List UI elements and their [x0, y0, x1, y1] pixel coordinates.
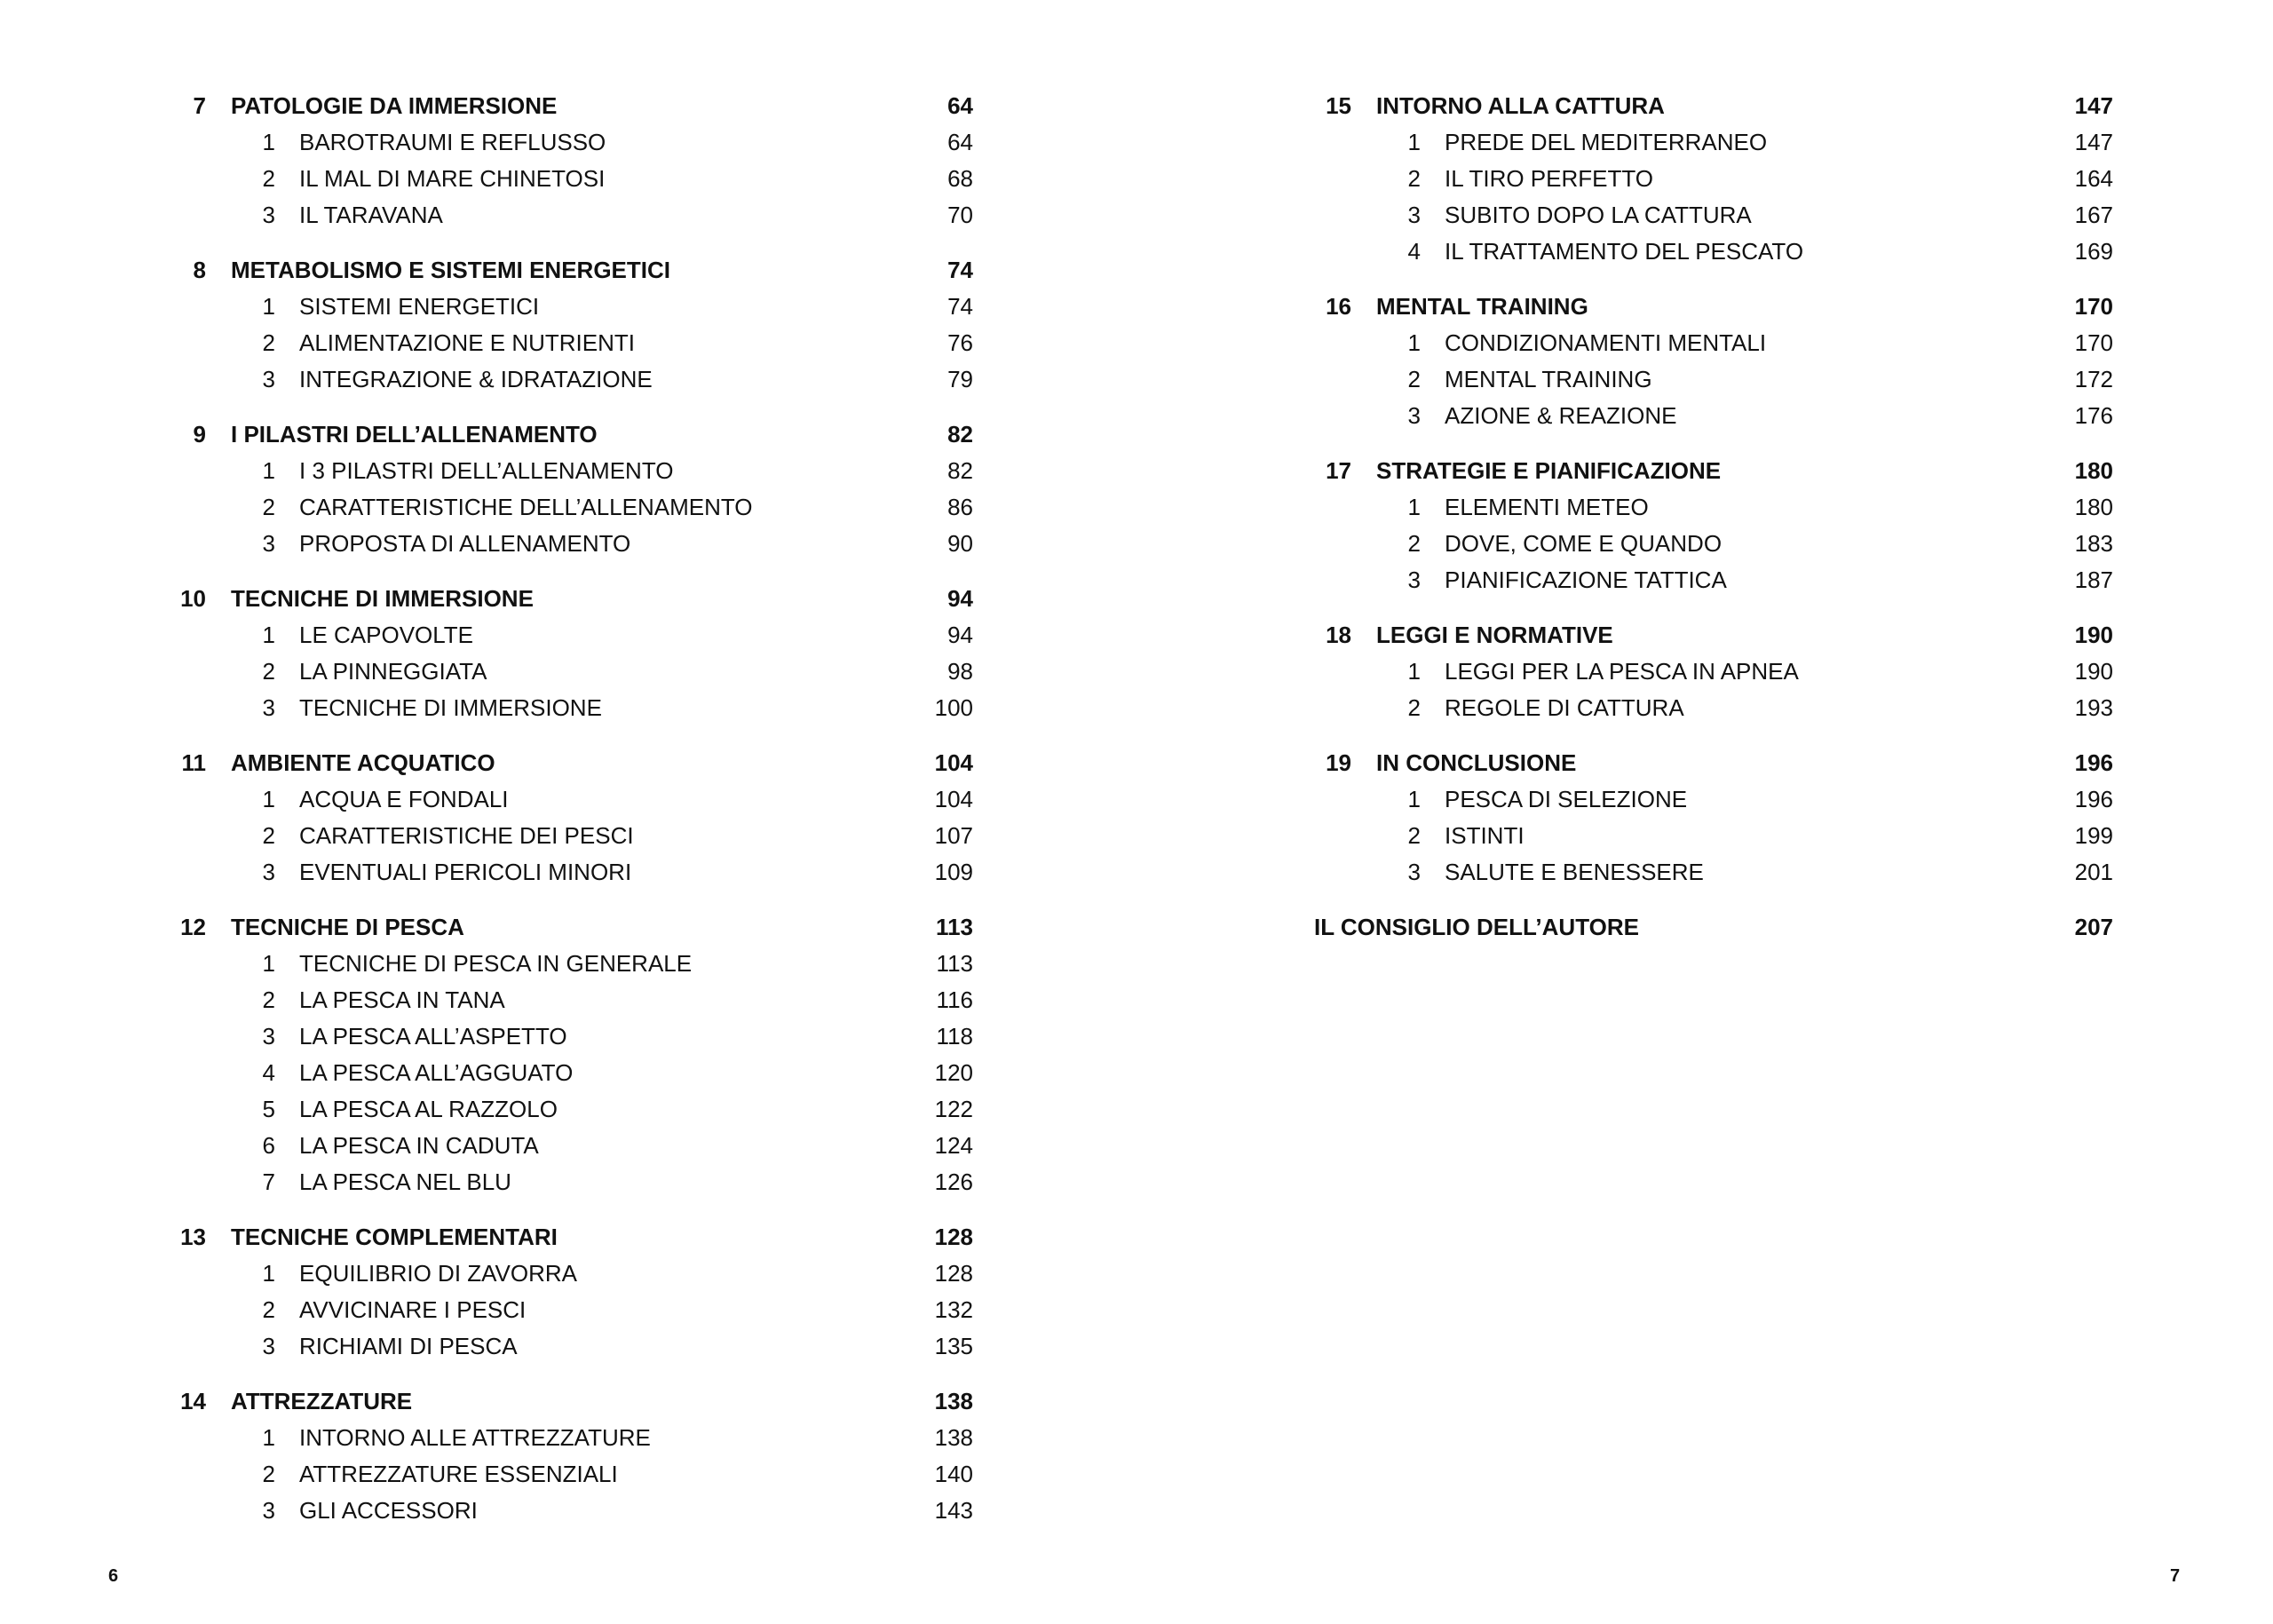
chapter-page-number: 104: [934, 749, 973, 776]
chapter-number: 18: [1326, 622, 1351, 648]
section-number: 2: [1407, 694, 1421, 721]
section-entry: [169, 1091, 973, 1128]
section-entry: [1314, 562, 2113, 598]
chapter-title: METABOLISMO E SISTEMI ENERGETICI: [231, 257, 670, 283]
section-title: IL MAL DI MARE CHINETOSI: [299, 165, 606, 192]
section-entry: [169, 946, 973, 982]
chapter-title: I PILASTRI DELL’ALLENAMENTO: [231, 421, 598, 448]
section-number: 2: [262, 822, 275, 849]
section-title: LA PESCA ALL’AGGUATO: [299, 1059, 574, 1086]
section-title: EQUILIBRIO DI ZAVORRA: [299, 1260, 578, 1287]
chapter-number: 14: [180, 1388, 206, 1414]
section-number: 1: [262, 950, 275, 977]
section-entry: [169, 654, 973, 690]
section-number: 1: [262, 293, 275, 320]
section-entry: [1314, 361, 2113, 398]
section-page-number: 122: [934, 1096, 973, 1122]
section-title: ACQUA E FONDALI: [299, 786, 509, 812]
section-number: 2: [1407, 822, 1421, 849]
section-entry: [169, 289, 973, 325]
section-page-number: 113: [936, 950, 973, 977]
section-number: 1: [262, 457, 275, 484]
section-entry: [169, 161, 973, 197]
section-page-number: 82: [947, 457, 973, 484]
chapter-number: 10: [180, 585, 206, 612]
section-page-number: 138: [934, 1424, 973, 1451]
toc-chapter: [1314, 909, 2113, 946]
section-number: 3: [262, 859, 275, 885]
toc-chapter: [1314, 745, 2113, 891]
section-title: CARATTERISTICHE DEI PESCI: [299, 822, 634, 849]
section-number: 3: [262, 530, 275, 557]
toc-chapter: [169, 252, 973, 398]
section-title: LA PINNEGGIATA: [299, 658, 487, 685]
section-page-number: 180: [2074, 494, 2113, 520]
chapter-page-number: 82: [947, 421, 973, 448]
section-number: 3: [1407, 859, 1421, 885]
section-number: 2: [262, 1461, 275, 1487]
section-number: 2: [262, 165, 275, 192]
section-page-number: 132: [934, 1296, 973, 1323]
section-number: 3: [262, 366, 275, 392]
section-page-number: 190: [2074, 658, 2113, 685]
section-entry: [169, 982, 973, 1018]
section-entry: [1314, 654, 2113, 690]
chapter-title: TECNICHE COMPLEMENTARI: [231, 1224, 558, 1250]
toc-left-column: [169, 88, 973, 1548]
section-entry: [1314, 526, 2113, 562]
chapter-number: 7: [193, 92, 206, 119]
chapter-heading: [169, 1219, 973, 1256]
section-title: INTEGRAZIONE & IDRATAZIONE: [299, 366, 653, 392]
chapter-title: IN CONCLUSIONE: [1376, 749, 1577, 776]
section-entry: [1314, 124, 2113, 161]
section-number: 1: [1407, 494, 1421, 520]
section-title: SUBITO DOPO LA CATTURA: [1445, 202, 1752, 228]
chapter-heading: [1314, 289, 2113, 325]
chapter-page-number: 170: [2074, 293, 2113, 320]
section-page-number: 135: [934, 1333, 973, 1359]
toc-chapter: [169, 581, 973, 726]
section-title: TECNICHE DI IMMERSIONE: [299, 694, 602, 721]
chapter-number: 15: [1326, 92, 1351, 119]
chapter-page-number: 64: [947, 92, 973, 119]
section-number: 1: [1407, 658, 1421, 685]
section-entry: [169, 361, 973, 398]
chapter-page-number: 128: [934, 1224, 973, 1250]
chapter-page-number: 180: [2074, 457, 2113, 484]
chapter-title: STRATEGIE E PIANIFICAZIONE: [1376, 457, 1722, 484]
section-title: PREDE DEL MEDITERRANEO: [1445, 129, 1768, 155]
section-page-number: 196: [2074, 786, 2113, 812]
section-title: SALUTE E BENESSERE: [1445, 859, 1704, 885]
section-page-number: 126: [934, 1168, 973, 1195]
section-page-number: 193: [2074, 694, 2113, 721]
section-title: LA PESCA IN CADUTA: [299, 1132, 539, 1159]
chapter-page-number: 74: [947, 257, 973, 283]
section-entry: [1314, 398, 2113, 434]
section-page-number: 172: [2074, 366, 2113, 392]
section-number: 1: [1407, 129, 1421, 155]
chapter-number: 19: [1326, 749, 1351, 776]
section-title: ALIMENTAZIONE E NUTRIENTI: [299, 329, 635, 356]
chapter-heading: [1314, 88, 2113, 124]
section-number: 3: [262, 1333, 275, 1359]
chapter-heading: [1314, 745, 2113, 781]
section-title: RICHIAMI DI PESCA: [299, 1333, 518, 1359]
section-title: LA PESCA ALL’ASPETTO: [299, 1023, 567, 1050]
section-number: 2: [262, 1296, 275, 1323]
section-page-number: 140: [934, 1461, 973, 1487]
section-entry: [1314, 234, 2113, 270]
section-number: 2: [1407, 165, 1421, 192]
toc-chapter: [169, 1383, 973, 1529]
section-entry: [1314, 197, 2113, 234]
section-page-number: 104: [934, 786, 973, 812]
section-title: TECNICHE DI PESCA IN GENERALE: [299, 950, 693, 977]
section-number: 2: [262, 986, 275, 1013]
section-title: I 3 PILASTRI DELL’ALLENAMENTO: [299, 457, 674, 484]
chapter-number: 17: [1326, 457, 1351, 484]
section-entry: [169, 781, 973, 818]
section-title: PIANIFICAZIONE TATTICA: [1445, 566, 1727, 593]
section-number: 1: [262, 622, 275, 648]
section-number: 5: [262, 1096, 275, 1122]
chapter-heading: [169, 416, 973, 453]
section-page-number: 124: [934, 1132, 973, 1159]
section-title: ISTINTI: [1445, 822, 1525, 849]
section-page-number: 199: [2074, 822, 2113, 849]
section-number: 1: [262, 786, 275, 812]
section-page-number: 128: [934, 1260, 973, 1287]
section-entry: [169, 818, 973, 854]
section-page-number: 94: [947, 622, 973, 648]
section-title: ELEMENTI METEO: [1445, 494, 1649, 520]
toc-chapter: [1314, 617, 2113, 726]
chapter-number: 9: [193, 421, 206, 448]
section-title: EVENTUALI PERICOLI MINORI: [299, 859, 632, 885]
section-page-number: 86: [947, 494, 973, 520]
chapter-title: TECNICHE DI PESCA: [231, 914, 464, 940]
chapter-page-number: 94: [947, 585, 973, 612]
chapter-number: 13: [180, 1224, 206, 1250]
chapter-title: IL CONSIGLIO DELL’AUTORE: [1314, 914, 1639, 940]
section-page-number: 76: [947, 329, 973, 356]
section-page-number: 70: [947, 202, 973, 228]
section-number: 2: [262, 494, 275, 520]
section-number: 3: [262, 202, 275, 228]
chapter-page-number: 190: [2074, 622, 2113, 648]
section-number: 2: [262, 658, 275, 685]
section-title: REGOLE DI CATTURA: [1445, 694, 1684, 721]
section-entry: [169, 489, 973, 526]
section-number: 3: [1407, 402, 1421, 429]
section-page-number: 201: [2074, 859, 2113, 885]
toc-chapter: [169, 416, 973, 562]
page-number-right: 7: [2170, 1566, 2181, 1586]
section-entry: [1314, 325, 2113, 361]
chapter-heading: [169, 252, 973, 289]
section-entry: [169, 854, 973, 891]
section-number: 6: [262, 1132, 275, 1159]
toc-chapter: [1314, 453, 2113, 598]
section-title: LA PESCA IN TANA: [299, 986, 505, 1013]
section-page-number: 187: [2074, 566, 2113, 593]
section-page-number: 68: [947, 165, 973, 192]
section-number: 3: [1407, 202, 1421, 228]
section-number: 1: [262, 129, 275, 155]
section-page-number: 90: [947, 530, 973, 557]
section-entry: [169, 617, 973, 654]
chapter-heading: [1314, 453, 2113, 489]
section-title: PROPOSTA DI ALLENAMENTO: [299, 530, 631, 557]
section-title: ATTREZZATURE ESSENZIALI: [299, 1461, 618, 1487]
section-page-number: 100: [934, 694, 973, 721]
section-page-number: 109: [934, 859, 973, 885]
section-number: 7: [262, 1168, 275, 1195]
section-entry: [169, 1128, 973, 1164]
section-entry: [169, 1420, 973, 1456]
section-entry: [1314, 489, 2113, 526]
section-entry: [169, 690, 973, 726]
toc-chapter: [169, 88, 973, 234]
section-entry: [1314, 854, 2113, 891]
chapter-number: 16: [1326, 293, 1351, 320]
section-page-number: 183: [2074, 530, 2113, 557]
section-page-number: 107: [934, 822, 973, 849]
section-number: 1: [1407, 786, 1421, 812]
chapter-heading: [169, 909, 973, 946]
chapter-title: LEGGI E NORMATIVE: [1376, 622, 1613, 648]
section-page-number: 164: [2074, 165, 2113, 192]
section-title: SISTEMI ENERGETICI: [299, 293, 540, 320]
section-page-number: 143: [934, 1497, 973, 1524]
chapter-heading: [169, 88, 973, 124]
page-number-left: 6: [108, 1566, 119, 1586]
section-number: 4: [262, 1059, 275, 1086]
section-title: MENTAL TRAINING: [1445, 366, 1652, 392]
section-number: 3: [262, 694, 275, 721]
chapter-heading: [169, 745, 973, 781]
section-title: IL TIRO PERFETTO: [1445, 165, 1654, 192]
section-entry: [1314, 161, 2113, 197]
section-title: DOVE, COME E QUANDO: [1445, 530, 1723, 557]
section-entry: [169, 124, 973, 161]
section-entry: [169, 1018, 973, 1055]
section-page-number: 64: [947, 129, 973, 155]
section-number: 2: [1407, 366, 1421, 392]
chapter-number: 8: [193, 257, 206, 283]
section-title: AVVICINARE I PESCI: [299, 1296, 527, 1323]
chapter-title: PATOLOGIE DA IMMERSIONE: [231, 92, 558, 119]
section-title: LEGGI PER LA PESCA IN APNEA: [1445, 658, 1799, 685]
chapter-title: ATTREZZATURE: [231, 1388, 413, 1414]
section-entry: [169, 1328, 973, 1365]
section-number: 2: [262, 329, 275, 356]
section-number: 3: [262, 1497, 275, 1524]
section-entry: [169, 1292, 973, 1328]
section-title: LA PESCA NEL BLU: [299, 1168, 511, 1195]
section-page-number: 170: [2074, 329, 2113, 356]
chapter-title: AMBIENTE ACQUATICO: [231, 749, 495, 776]
section-page-number: 169: [2074, 238, 2113, 265]
section-entry: [169, 453, 973, 489]
section-entry: [1314, 781, 2113, 818]
section-title: INTORNO ALLE ATTREZZATURE: [299, 1424, 651, 1451]
section-entry: [1314, 818, 2113, 854]
chapter-page-number: 196: [2074, 749, 2113, 776]
section-entry: [169, 1055, 973, 1091]
section-entry: [169, 1256, 973, 1292]
section-page-number: 116: [936, 986, 973, 1013]
section-title: IL TRATTAMENTO DEL PESCATO: [1445, 238, 1804, 265]
chapter-title: MENTAL TRAINING: [1376, 293, 1588, 320]
section-number: 1: [262, 1424, 275, 1451]
section-number: 1: [1407, 329, 1421, 356]
section-page-number: 74: [947, 293, 973, 320]
section-page-number: 167: [2074, 202, 2113, 228]
section-page-number: 118: [936, 1023, 973, 1050]
section-title: LE CAPOVOLTE: [299, 622, 474, 648]
section-page-number: 120: [934, 1059, 973, 1086]
chapter-page-number: 147: [2074, 92, 2113, 119]
chapter-title: INTORNO ALLA CATTURA: [1376, 92, 1665, 119]
section-entry: [169, 197, 973, 234]
section-title: BAROTRAUMI E REFLUSSO: [299, 129, 606, 155]
section-title: CONDIZIONAMENTI MENTALI: [1445, 329, 1767, 356]
section-entry: [169, 1456, 973, 1493]
section-page-number: 98: [947, 658, 973, 685]
section-entry: [169, 1164, 973, 1200]
section-page-number: 79: [947, 366, 973, 392]
section-title: AZIONE & REAZIONE: [1445, 402, 1677, 429]
toc-chapter: [169, 909, 973, 1200]
section-title: GLI ACCESSORI: [299, 1497, 478, 1524]
chapter-page-number: 207: [2074, 914, 2113, 940]
section-entry: [1314, 690, 2113, 726]
chapter-heading: [169, 581, 973, 617]
section-title: IL TARAVANA: [299, 202, 443, 228]
chapter-page-number: 113: [936, 914, 973, 940]
toc-chapter: [1314, 88, 2113, 270]
section-page-number: 176: [2074, 402, 2113, 429]
section-entry: [169, 526, 973, 562]
chapter-title: TECNICHE DI IMMERSIONE: [231, 585, 534, 612]
chapter-heading: [169, 1383, 973, 1420]
section-number: 3: [262, 1023, 275, 1050]
chapter-number: 11: [181, 749, 206, 776]
section-number: 1: [262, 1260, 275, 1287]
section-page-number: 147: [2074, 129, 2113, 155]
toc-chapter: [1314, 289, 2113, 434]
section-title: LA PESCA AL RAZZOLO: [299, 1096, 558, 1122]
chapter-heading: [1314, 909, 2113, 946]
section-number: 3: [1407, 566, 1421, 593]
chapter-number: 12: [180, 914, 206, 940]
section-entry: [169, 325, 973, 361]
chapter-heading: [1314, 617, 2113, 654]
section-title: PESCA DI SELEZIONE: [1445, 786, 1688, 812]
toc-chapter: [169, 745, 973, 891]
section-entry: [169, 1493, 973, 1529]
toc-right-column: [1314, 88, 2113, 964]
toc-chapter: [169, 1219, 973, 1365]
section-number: 2: [1407, 530, 1421, 557]
section-title: CARATTERISTICHE DELL’ALLENAMENTO: [299, 494, 753, 520]
section-number: 4: [1407, 238, 1421, 265]
chapter-page-number: 138: [934, 1388, 973, 1414]
